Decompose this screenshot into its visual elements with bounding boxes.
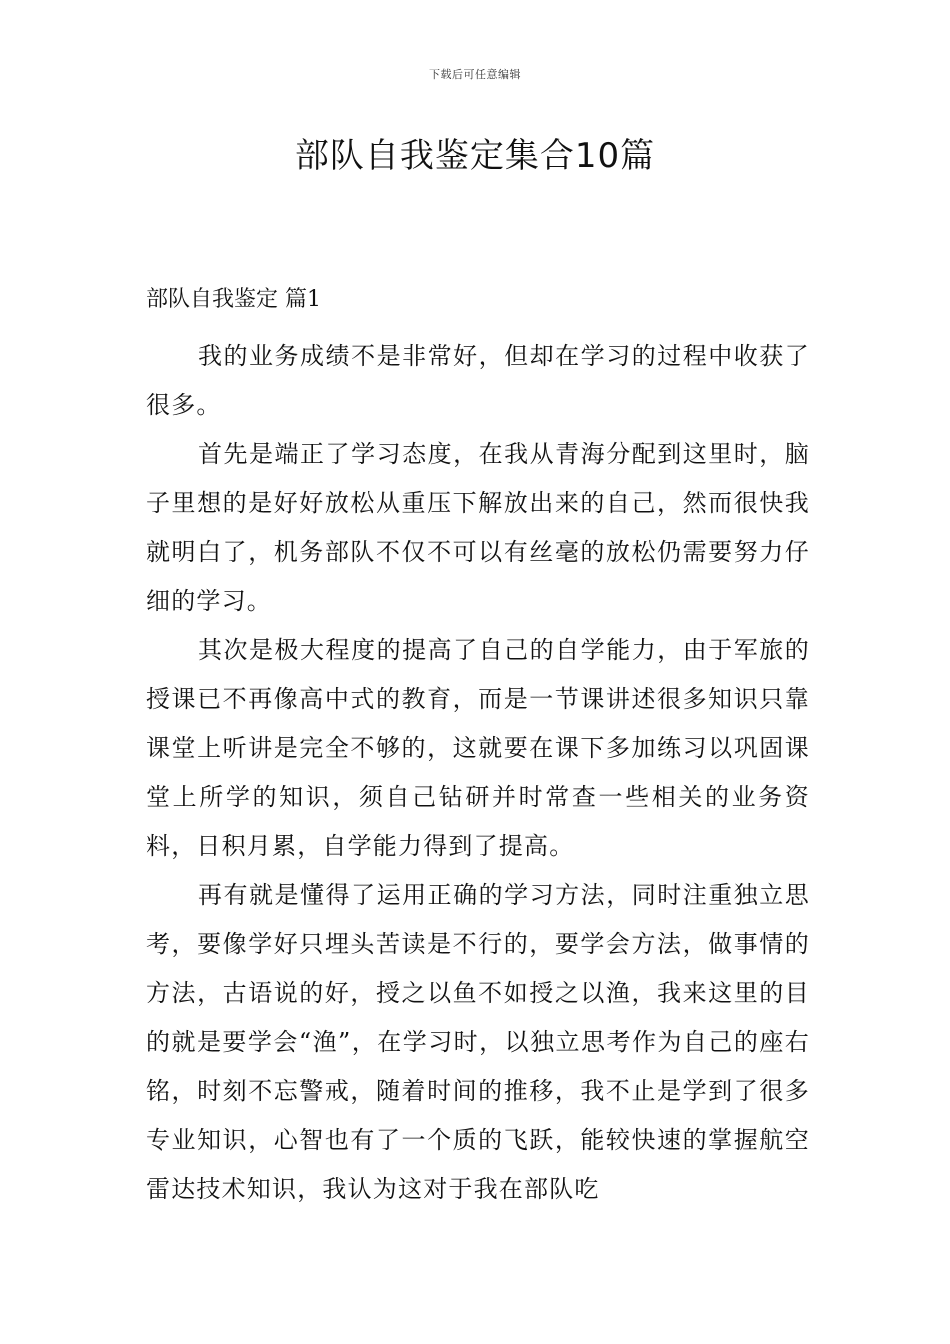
section-heading: 部队自我鉴定 篇1 [146, 287, 321, 312]
paragraph-2: 首先是端正了学习态度，在我从青海分配到这里时，脑子里想的是好好放松从重压下解放出来的自己，然而很快我就明白了，机务部队不仅不可以有丝毫的放松仍需要努力仔细的学习。 [146, 440, 810, 615]
paragraph-3: 其次是极大程度的提高了自己的自学能力，由于军旅的授课已不再像高中式的教育，而是一节课讲述很多知识只靠课堂上听讲是完全不够的，这就要在课下多加练习以巩固课堂上所学的知识，须自己钻研并时常查一些相关的业务资料，日积月累，自学能力得到了提高。 [146, 636, 810, 860]
paragraph-1: 我的业务成绩不是非常好，但却在学习的过程中收获了很多。 [146, 342, 810, 419]
document-body [146, 282, 810, 1214]
paragraph-4: 再有就是懂得了运用正确的学习方法，同时注重独立思考，要像学好只埋头苦读是不行的，要学会方法，做事情的方法，古语说的好，授之以鱼不如授之以渔，我来这里的目的就是要学会“渔”，在学习时，以独立思考作为自己的座右铭，时刻不忘警戒，随着时间的推移，我不止是学到了很多专业知识，心智也有了一个质的飞跃，能较快速的掌握航空雷达技术知识，我认为这对于我在部队吃 [146, 881, 810, 1203]
document-title: 部队自我鉴定集合10篇 [294, 136, 656, 176]
header-note: 下载后可任意编辑 [429, 68, 521, 81]
